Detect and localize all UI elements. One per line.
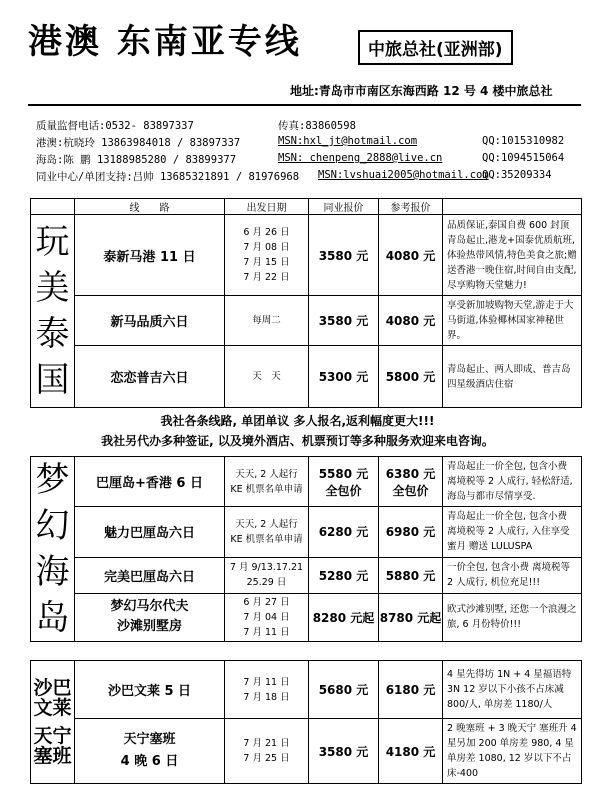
reference-price: 4180 元 <box>379 719 443 784</box>
departure-dates: 6 月 27 日 7 月 04 日 7 月 11 日 <box>225 593 309 641</box>
reference-price: 6180 元 <box>379 661 443 719</box>
table-row <box>31 557 582 593</box>
route-name: 巴厘岛+香港 6 日 <box>75 457 225 507</box>
table-row <box>31 296 582 346</box>
contact-qq: QQ:35209334 <box>482 169 552 181</box>
route-description: 一价全包, 包含小费 离境税等 2 人成行, 机位充足!!! <box>443 557 582 593</box>
trade-price: 5680 元 <box>309 661 379 719</box>
trade-price: 3580 元 <box>309 719 379 784</box>
reference-price: 5880 元 <box>379 557 443 593</box>
route-description: 青岛起止一价全包, 包含小费 离境税等 2 人成行, 入住享受蜜月 赠送 LULUSPA <box>443 507 582 557</box>
reference-price: 8780 元起 <box>379 593 443 641</box>
departure-dates: 天 天 <box>225 346 309 408</box>
route-description: 青岛起止一价全包, 包含小费 离境税等 2 人成行, 轻松舒适,海岛与都市尽情享受. <box>443 457 582 507</box>
thailand-table <box>30 198 582 408</box>
reference-price: 6380 元 全包价 <box>379 457 443 507</box>
departure-dates: 天天, 2 人起行 KE 机票名单申请 <box>225 457 309 507</box>
table-row <box>31 507 582 557</box>
route-description: 欧式沙滩别墅, 还您一个浪漫之旅, 6 月份特价!!! <box>443 593 582 641</box>
contact-msn[interactable]: MSN:hxl_jt@hotmail.com <box>278 135 418 147</box>
contact-msn[interactable]: MSN: chenpeng_2888@live.cn <box>278 152 443 164</box>
route-name: 梦幻马尔代夫 沙滩别墅房 <box>75 593 225 641</box>
route-description: 4 星先得坊 1N + 4 星福语特 3N 12 岁以下小孩不占床减 800/人, 单房差 1180/人 <box>443 661 582 719</box>
route-name: 完美巴厘岛六日 <box>75 557 225 593</box>
departure-dates: 6 月 26 日 7 月 08 日 7 月 15 日 7 月 22 日 <box>225 215 309 296</box>
contact-list <box>36 118 595 186</box>
route-name: 恋恋普吉六日 <box>75 346 225 408</box>
departure-dates: 天天, 2 人起行 KE 机票名单申请 <box>225 507 309 557</box>
reference-price: 6980 元 <box>379 507 443 557</box>
saipan-table <box>30 660 582 784</box>
table-header-ref: 参考报价 <box>379 199 443 215</box>
contact-person: 海岛:陈 鹏 13188985280 / 83899377 <box>36 154 237 166</box>
table-row <box>31 457 582 507</box>
contact-qq: QQ:1015310982 <box>482 135 565 147</box>
address: 地址:青岛市市南区东海西路 12 号 4 楼中旅总社 <box>290 84 553 98</box>
route-description: 品质保证,泰国自费 600 封顶 青岛起止,港龙+国泰优质航班,体验热带风情,特色美食之旅;赠送香港一晚住宿,时间自由支配,尽享购物天堂魅力! <box>443 215 582 296</box>
route-name: 沙巴文莱 5 日 <box>75 661 225 719</box>
departure-dates: 7 月 9/13.17.21 25.29 日 <box>225 557 309 593</box>
contact-row <box>36 118 595 135</box>
departure-dates: 7 月 21 日 7 月 25 日 <box>225 719 309 784</box>
table-header-route: 线 路 <box>75 199 225 215</box>
table-row <box>31 346 582 408</box>
contact-fax: 传真:83860598 <box>278 120 356 132</box>
table-header-blank <box>31 199 75 215</box>
contact-row <box>36 169 595 186</box>
table-row <box>31 593 582 641</box>
table-header-desc <box>443 199 582 215</box>
trade-price: 5580 元 全包价 <box>309 457 379 507</box>
divider <box>28 104 581 106</box>
table-row <box>31 719 582 784</box>
section-side-label: 梦 幻 海 岛 <box>31 457 75 642</box>
contact-person: 同业中心/单团支持:吕帅 13685321891 / 81976968 <box>36 171 300 183</box>
table-row <box>31 661 582 719</box>
contact-qq: QQ:1094515064 <box>482 152 565 164</box>
section-side-label: 玩 美 泰 国 <box>31 215 75 408</box>
departure-dates: 7 月 11 日 7 月 18 日 <box>225 661 309 719</box>
table-header-date: 出发日期 <box>225 199 309 215</box>
route-description: 青岛起止、两人即成、普吉岛四星级酒店住宿 <box>443 346 582 408</box>
route-name: 新马品质六日 <box>75 296 225 346</box>
table-row <box>31 215 582 296</box>
route-name: 魅力巴厘岛六日 <box>75 507 225 557</box>
trade-price: 5280 元 <box>309 557 379 593</box>
page-title: 港澳 东南亚专线 <box>28 22 302 62</box>
agency-name: 中旅总社(亚洲部) <box>358 30 513 65</box>
route-name: 泰新马港 11 日 <box>75 215 225 296</box>
route-name: 天宁塞班 4 晚 6 日 <box>75 719 225 784</box>
departure-dates: 每周二 <box>225 296 309 346</box>
reference-price: 5800 元 <box>379 346 443 408</box>
route-description: 享受新加坡购物天堂,游走于大马街道,体验椰林国家神秘世界。 <box>443 296 582 346</box>
trade-price: 5300 元 <box>309 346 379 408</box>
service-note: 我社另代办多种签证, 以及境外酒店、机票预订等多种服务欢迎来电咨询。 <box>101 434 494 448</box>
contact-phone: 质量监督电话:0532- 83897337 <box>36 120 194 132</box>
trade-price: 3580 元 <box>309 215 379 296</box>
contact-row <box>36 135 595 152</box>
trade-price: 3580 元 <box>309 296 379 346</box>
contact-msn[interactable]: MSN:lvshuai2005@hotmail.com <box>318 169 489 181</box>
contact-row <box>36 152 595 169</box>
reference-price: 4080 元 <box>379 215 443 296</box>
table-header-trade: 同业报价 <box>309 199 379 215</box>
trade-price: 8280 元起 <box>309 593 379 641</box>
reference-price: 4080 元 <box>379 296 443 346</box>
route-description: 2 晚塞班 + 3 晚天宁 塞班升 4 星另加 200 单房差 980, 4 星单房差 1080, 12 岁以下不占床-400 <box>443 719 582 784</box>
trade-price: 6280 元 <box>309 507 379 557</box>
section-side-label: 沙巴文莱 天宁塞班 <box>31 661 75 784</box>
contact-person: 港澳:杭晓玲 13863984018 / 83897337 <box>36 137 241 149</box>
island-table <box>30 456 582 642</box>
promo-note: 我社各条线路, 单团单议 多人报名,返利幅度更大!!! <box>160 414 435 428</box>
